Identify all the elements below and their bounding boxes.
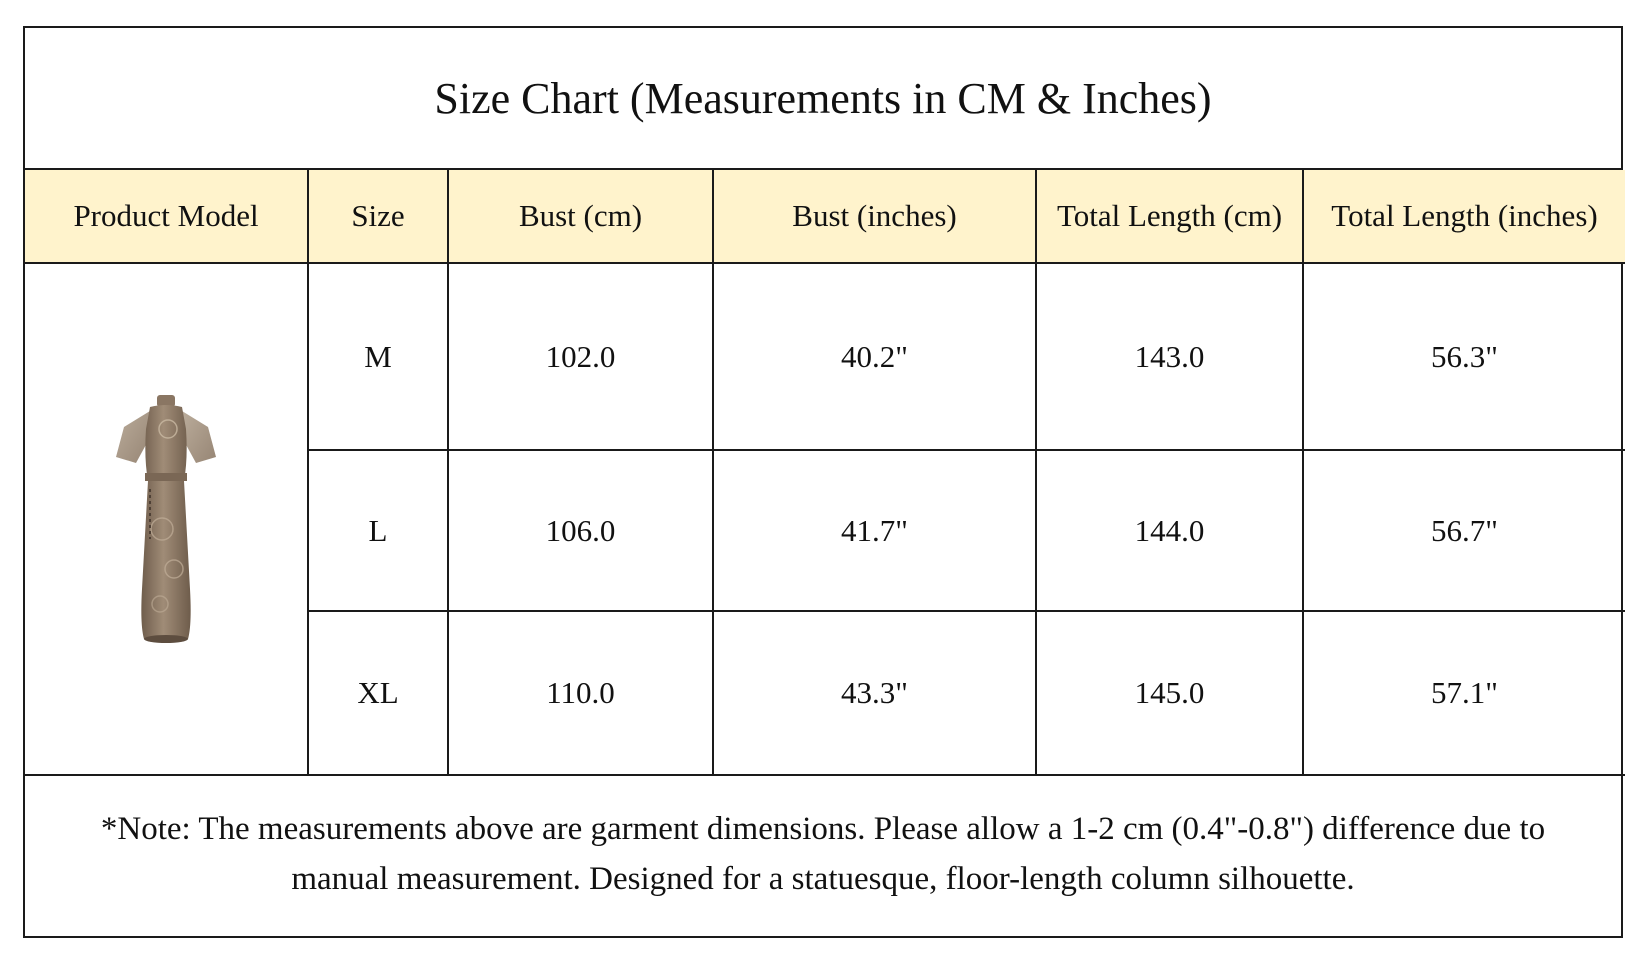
header-product-model: Product Model bbox=[25, 170, 308, 263]
size-chart-frame bbox=[23, 26, 1623, 938]
bust-cm-cell: 106.0 bbox=[448, 450, 713, 611]
total-length-inches-cell: 57.1" bbox=[1303, 611, 1625, 775]
total-length-inches-cell: 56.3" bbox=[1303, 263, 1625, 450]
qipao-dress-image bbox=[106, 389, 226, 649]
size-chart-title: Size Chart (Measurements in CM & Inches) bbox=[25, 28, 1621, 170]
header-bust-inches: Bust (inches) bbox=[713, 170, 1036, 263]
header-total-length-cm: Total Length (cm) bbox=[1036, 170, 1303, 263]
total-length-inches-cell: 56.7" bbox=[1303, 450, 1625, 611]
size-cell: L bbox=[308, 450, 448, 611]
bust-cm-cell: 110.0 bbox=[448, 611, 713, 775]
header-total-length-inches: Total Length (inches) bbox=[1303, 170, 1625, 263]
bust-inches-cell: 41.7" bbox=[713, 450, 1036, 611]
size-cell: XL bbox=[308, 611, 448, 775]
table-row bbox=[25, 263, 1625, 450]
total-length-cm-cell: 145.0 bbox=[1036, 611, 1303, 775]
bust-inches-cell: 40.2" bbox=[713, 263, 1036, 450]
bust-inches-cell: 43.3" bbox=[713, 611, 1036, 775]
measurement-note: *Note: The measurements above are garment dimensions. Please allow a 1-2 cm (0.4"-0.8") difference due to manual measurement. Designed for a statuesque, floor-length column silhouette. bbox=[100, 811, 1546, 897]
size-table bbox=[25, 170, 1625, 776]
bust-cm-cell: 102.0 bbox=[448, 263, 713, 450]
total-length-cm-cell: 143.0 bbox=[1036, 263, 1303, 450]
size-cell: M bbox=[308, 263, 448, 450]
header-size: Size bbox=[308, 170, 448, 263]
total-length-cm-cell: 144.0 bbox=[1036, 450, 1303, 611]
product-model-cell bbox=[25, 263, 308, 775]
header-bust-cm: Bust (cm) bbox=[448, 170, 713, 263]
header-row bbox=[25, 170, 1625, 263]
